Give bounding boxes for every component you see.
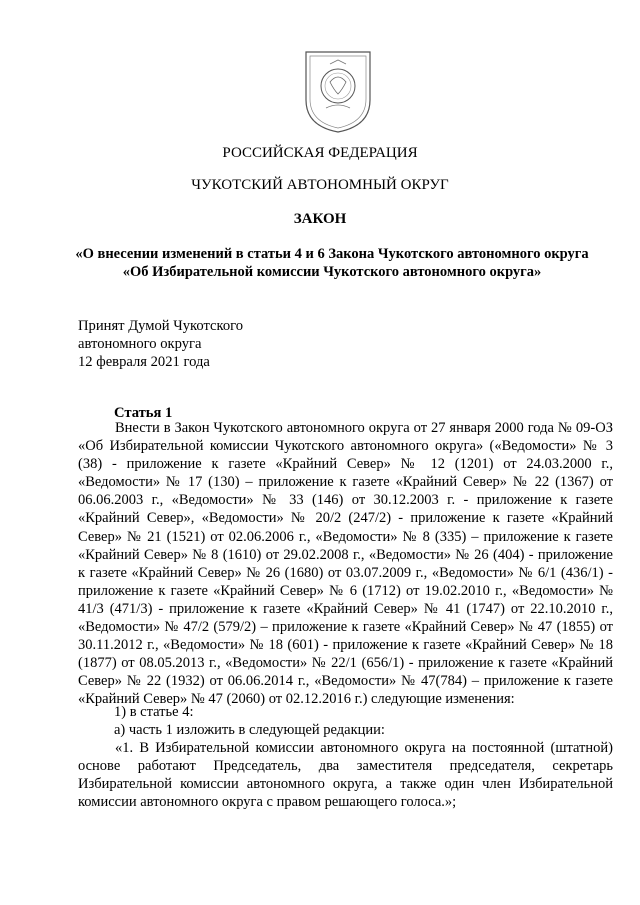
list-item-1a: а) часть 1 изложить в следующей редакции: [114,722,385,738]
adoption-date: 12 февраля 2021 года [78,354,210,370]
adoption-line-2: автономного округа [78,336,202,352]
law-title-line-1: «О внесении изменений в статьи 4 и 6 Закона Чукотского автономного округа [75,246,589,262]
adoption-line-1: Принят Думой Чукотского [78,318,244,334]
document-type-heading: ЗАКОН [293,211,347,227]
federation-heading: РОССИЙСКАЯ ФЕДЕРАЦИЯ [222,145,418,161]
list-item-1: 1) в статье 4: [114,704,194,720]
quoted-amendment-paragraph: «1. В Избирательной комиссии автономного округа на постоянной (штатной) основе работают Председатель, два заместителя председателя, секретарь Избирательной комиссии автономного округа, а также один член Избирательной комиссии автономного округа с правом решающего голоса.»; [78,740,613,811]
chukotka-coat-of-arms-icon [300,42,376,136]
law-title-line-2: «Об Избирательной комиссии Чукотского автономного округа» [122,264,542,280]
law-title [72,245,592,281]
article-1-intro-paragraph: Внести в Закон Чукотского автономного округа от 27 января 2000 года № 09-ОЗ «Об Избирательной комиссии Чукотского автономного округа» («Ведомости» № 3 (38) - приложение к газете «Крайний Север» № 12 (1201) от 24.03.2000 г., «Ведомости» № 17 (130) – приложение к газете «Крайний Север» № 22 (1367) от 06.06.2003 г., «Ведомости» № 33 (146) от 30.12.2003 г. - приложение к газете «Крайний Север», «Ведомости» № 20/2 (247/2) - приложение к газете «Крайний Север» № 21 (1521) от 02.06.2006 г., «Ведомости» № 8 (335) – приложение к газете «Крайний Север» № 8 (1610) от 29.02.2008 г., «Ведомости» № 26 (404) - приложение к газете «Крайний Север» № 26 (1680) от 03.07.2009 г., «Ведомости» № 6/1 (436/1) - приложение к газете «Крайний Север» № 6 (1712) от 19.02.2010 г., «Ведомости» № 41/3 (471/3) - приложение к газете «Крайний Север» № 41 (1747) от 22.10.2010 г., «Ведомости» № 47/2 (579/2) – приложение к газете «Крайний Север» № 47 (1855) от 30.11.2012 г., «Ведомости» № 18 (601) - приложение к газете «Крайний Север» № 18 (1877) от 08.05.2013 г., «Ведомости» № 22/1 (656/1) - приложение к газете «Крайний Север» № 22 (1932) от 06.06.2014 г., «Ведомости» № 47(784) – приложение к газете «Крайний Север» № 47 (2060) от 02.12.2016 г.) следующие изменения: [78,420,613,708]
okrug-heading: ЧУКОТСКИЙ АВТОНОМНЫЙ ОКРУГ [191,177,449,193]
adoption-info [78,317,243,371]
article-1-heading: Статья 1 [114,405,173,421]
